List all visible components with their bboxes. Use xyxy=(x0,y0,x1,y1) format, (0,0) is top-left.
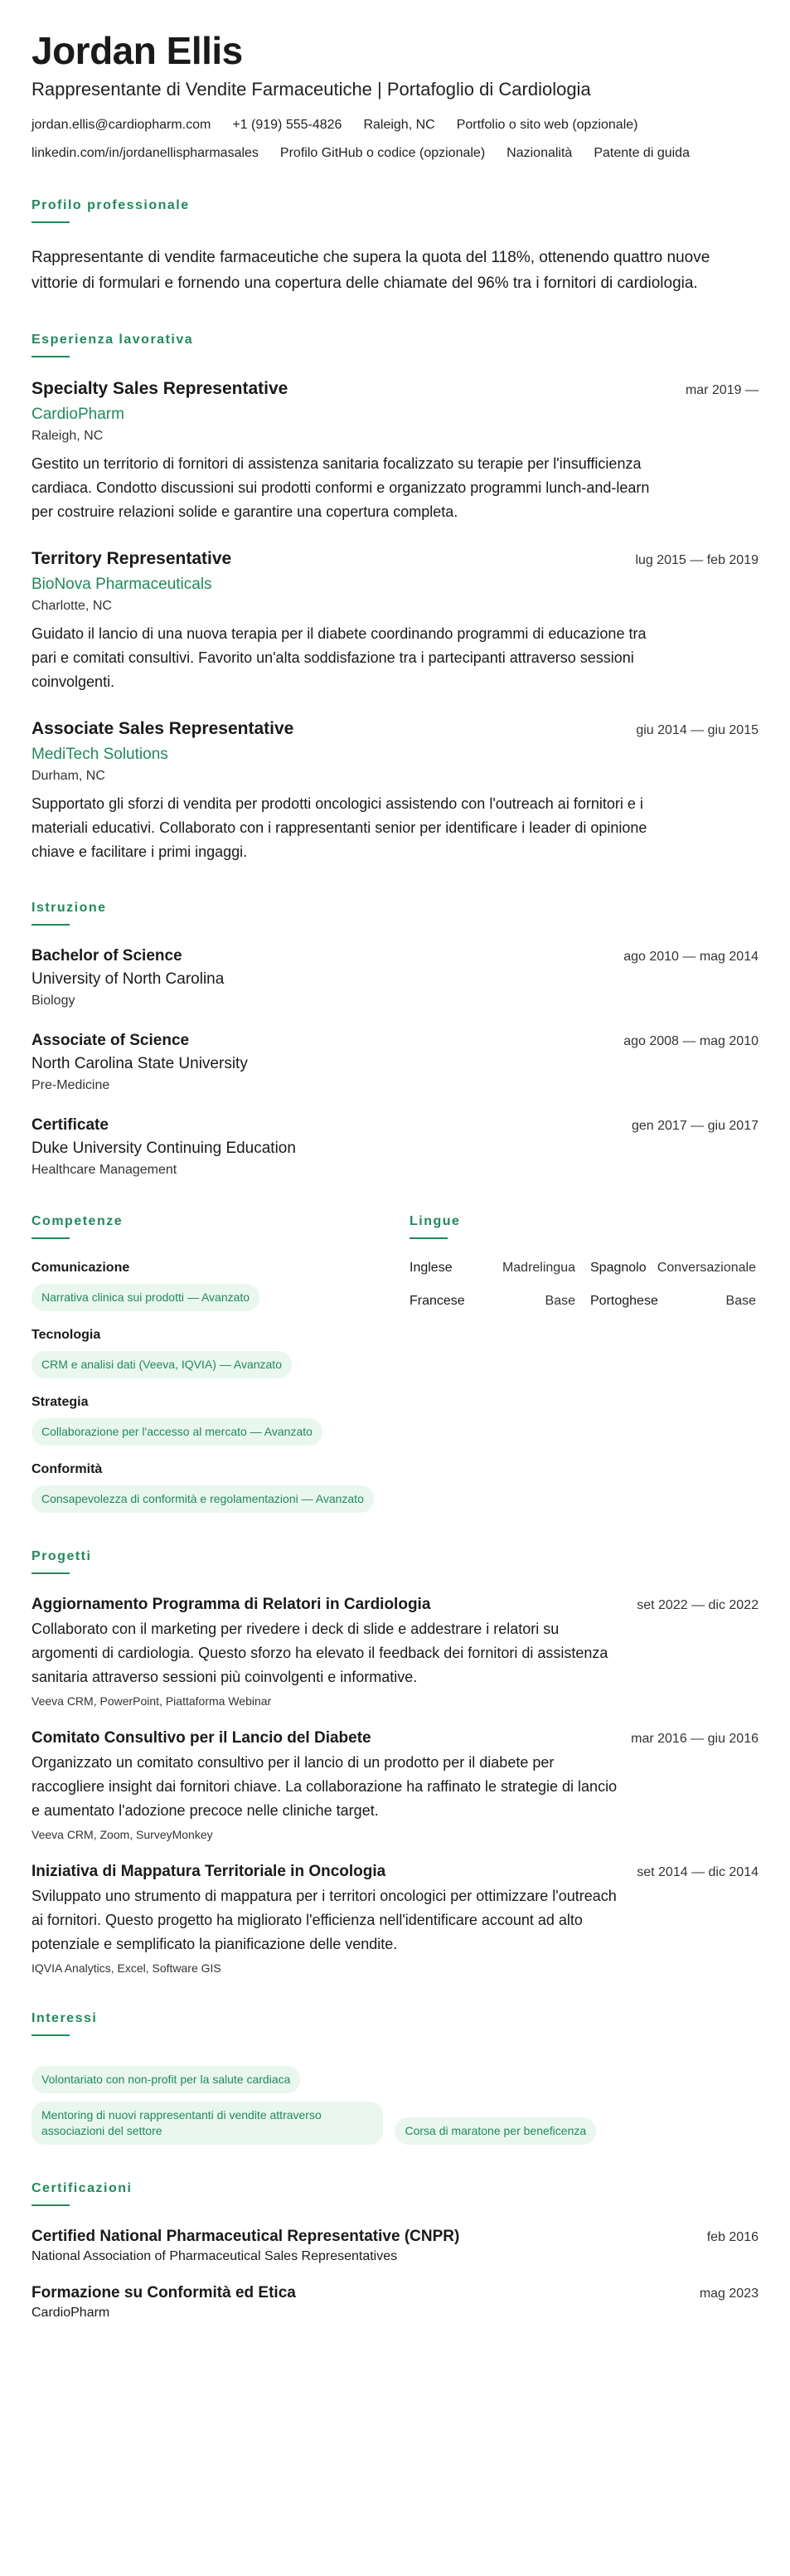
project-date: mar 2016 — giu 2016 xyxy=(631,1731,758,1746)
language-row xyxy=(410,1261,758,1276)
job-date: mar 2019 — xyxy=(685,382,758,397)
projects-section xyxy=(32,1549,758,1975)
contact-phone[interactable]: +1 (919) 555-4826 xyxy=(232,117,342,132)
project-entry xyxy=(32,1596,758,1708)
skill-category: Tecnologia xyxy=(32,1327,101,1342)
language-level: Conversazionale xyxy=(657,1260,756,1275)
job-description: Guidato il lancio di una nuova terapia per il diabete coordinando programmi di educazione tra pari e comitati consultivi. Favorito un'alta soddisfazione tra i partecipanti attraverso sessioni coinvolgenti. xyxy=(32,625,647,690)
education-field: Pre-Medicine xyxy=(32,1077,110,1092)
project-description: Collaborato con il marketing per rivedere i deck di slide e addestrare i relatori su argomenti di cardiologia. Questo sforzo ha elevato il feedback dei fornitori di assistenza sanitaria attraverso sessioni più coinvolgenti e informative. xyxy=(32,1620,608,1685)
job-date: giu 2014 — giu 2015 xyxy=(636,722,758,737)
contact-portfolio[interactable]: Portfolio o sito web (opzionale) xyxy=(456,117,638,132)
skill-pill: Collaborazione per l'accesso al mercato — Avanzato xyxy=(32,1418,322,1446)
skills-section xyxy=(32,1214,380,1513)
section-divider xyxy=(32,1237,70,1239)
certification-entry xyxy=(32,2228,758,2264)
certification-entry xyxy=(32,2284,758,2321)
section-divider xyxy=(32,1572,70,1574)
languages-section xyxy=(410,1214,758,1513)
section-title: Lingue xyxy=(410,1213,461,1228)
project-date: set 2014 — dic 2014 xyxy=(637,1864,758,1879)
job-description: Supportato gli sforzi di vendita per prodotti oncologici assistendo con l'outreach ai fornitori e i materiali educativi. Collaborato con i rappresentanti senior per identificare i leader di opinione chiave e facilitare i primi ingaggi. xyxy=(32,795,647,860)
section-title: Istruzione xyxy=(32,900,107,915)
job-title: Associate Sales Representative xyxy=(32,718,294,738)
section-title: Interessi xyxy=(32,2010,98,2025)
job-title: Territory Representative xyxy=(32,548,232,568)
section-title: Esperienza lavorativa xyxy=(32,332,194,347)
language-item xyxy=(410,1294,575,1309)
education-degree: Bachelor of Science xyxy=(32,946,182,965)
education-degree: Associate of Science xyxy=(32,1031,190,1049)
language-level: Base xyxy=(725,1293,756,1308)
certification-date: mag 2023 xyxy=(699,2286,758,2301)
contact-driving-license: Patente di guida xyxy=(594,145,690,160)
project-title: Comitato Consultivo per il Lancio del Diabete xyxy=(32,1728,371,1747)
language-name: Spagnolo xyxy=(590,1260,647,1275)
project-description: Sviluppato uno strumento di mappatura per i territori oncologici per ottimizzare l'outreach ai fornitori. Questo progetto ha migliorato l'efficienza nell'identificare account ad alto potenziale e semplificato la pianificazione delle vendite. xyxy=(32,1887,617,1952)
section-divider xyxy=(32,221,70,223)
language-level: Madrelingua xyxy=(502,1260,575,1275)
skills-languages-row xyxy=(32,1214,758,1513)
section-divider xyxy=(410,1237,448,1239)
project-entry xyxy=(32,1729,758,1841)
section-divider xyxy=(32,2204,70,2206)
education-date: gen 2017 — giu 2017 xyxy=(631,1118,758,1133)
job-location: Durham, NC xyxy=(32,768,105,783)
project-technologies: Veeva CRM, Zoom, SurveyMonkey xyxy=(32,1827,213,1841)
job-company: MediTech Solutions xyxy=(32,745,168,763)
education-degree: Certificate xyxy=(32,1115,109,1134)
skill-pill: CRM e analisi dati (Veeva, IQVIA) — Avanzato xyxy=(32,1351,292,1378)
education-section xyxy=(32,901,758,1178)
section-divider xyxy=(32,924,70,926)
job-entry xyxy=(32,719,758,864)
section-divider xyxy=(32,2034,70,2036)
skill-pill: Consapevolezza di conformità e regolamentazioni — Avanzato xyxy=(32,1485,374,1513)
language-name: Portoghese xyxy=(590,1293,658,1308)
contact-linkedin[interactable]: linkedin.com/in/jordanellispharmasales xyxy=(32,145,259,160)
language-item xyxy=(590,1261,756,1276)
project-title: Aggiornamento Programma di Relatori in Cardiologia xyxy=(32,1595,431,1613)
contact-location: Raleigh, NC xyxy=(363,117,435,132)
contact-list xyxy=(32,117,758,162)
section-title: Certificazioni xyxy=(32,2180,133,2195)
certifications-section xyxy=(32,2181,758,2321)
experience-section xyxy=(32,333,758,864)
summary-text: Rappresentante di vendite farmaceutiche che supera la quota del 118%, ottenendo quattro nuove vittorie di formulari e fornendo una copertura delle chiamate del 96% tra i fornitori di cardiologia. xyxy=(32,248,710,292)
skill-category: Strategia xyxy=(32,1394,89,1409)
job-entry xyxy=(32,379,758,524)
contact-github[interactable]: Profilo GitHub o codice (opzionale) xyxy=(279,145,486,160)
language-item xyxy=(410,1261,575,1276)
certification-title: Formazione su Conformità ed Etica xyxy=(32,2283,296,2301)
language-name: Inglese xyxy=(410,1260,453,1275)
education-entry xyxy=(32,1116,758,1178)
education-field: Biology xyxy=(32,993,75,1008)
candidate-name: Jordan Ellis xyxy=(32,29,243,72)
section-title: Progetti xyxy=(32,1548,92,1563)
language-name: Francese xyxy=(410,1293,465,1308)
project-entry xyxy=(32,1863,758,1975)
section-title: Competenze xyxy=(32,1213,124,1228)
certification-issuer: National Association of Pharmaceutical Sales Representatives xyxy=(32,2248,398,2263)
skill-category: Comunicazione xyxy=(32,1260,130,1275)
section-divider xyxy=(32,356,70,357)
job-company: BioNova Pharmaceuticals xyxy=(32,575,212,593)
education-school: North Carolina State University xyxy=(32,1054,248,1072)
education-school: University of North Carolina xyxy=(32,970,225,988)
project-technologies: Veeva CRM, PowerPoint, Piattaforma Webinar xyxy=(32,1694,272,1708)
interest-pill: Volontariato con non-profit per la salute cardiaca xyxy=(32,2066,300,2093)
project-date: set 2022 — dic 2022 xyxy=(637,1597,758,1612)
section-title: Profilo professionale xyxy=(32,197,190,212)
job-company: CardioPharm xyxy=(32,405,124,423)
project-description: Organizzato un comitato consultivo per il lancio di un prodotto per il diabete per raccogliere insight dai fornitori chiave. La collaborazione ha raffinato le strategie di lancio e aumentato l'adozione precoce nelle cliniche target. xyxy=(32,1753,618,1819)
contact-email[interactable]: jordan.ellis@cardiopharm.com xyxy=(32,117,211,132)
language-level: Base xyxy=(545,1293,575,1308)
job-entry xyxy=(32,549,758,694)
certification-date: feb 2016 xyxy=(706,2229,758,2244)
education-entry xyxy=(32,1032,758,1093)
education-school: Duke University Continuing Education xyxy=(32,1139,296,1157)
interest-pill: Corsa di maratone per beneficenza xyxy=(395,2117,596,2145)
certification-issuer: CardioPharm xyxy=(32,2305,110,2320)
skill-pill: Narrativa clinica sui prodotti — Avanzato xyxy=(32,1284,259,1311)
certification-title: Certified National Pharmaceutical Representative (CNPR) xyxy=(32,2227,460,2245)
job-location: Charlotte, NC xyxy=(32,598,112,613)
interest-pill: Mentoring di nuovi rappresentanti di vendite attraverso associazioni del settore xyxy=(32,2102,383,2145)
job-description: Gestito un territorio di fornitori di assistenza sanitaria focalizzato su terapie per l'insufficienza cardiaca. Condotto discussioni sui prodotti conformi e organizzato programmi lunch-and-learn per costruire relazioni solide e garantire una copertura completa. xyxy=(32,454,650,520)
skill-category: Conformità xyxy=(32,1461,103,1476)
job-title: Specialty Sales Representative xyxy=(32,378,288,398)
education-entry xyxy=(32,947,758,1009)
interests-section xyxy=(32,2011,758,2145)
education-date: ago 2008 — mag 2010 xyxy=(623,1033,758,1048)
summary-section xyxy=(32,198,758,296)
education-date: ago 2010 — mag 2014 xyxy=(623,949,758,964)
education-field: Healthcare Management xyxy=(32,1162,177,1177)
project-technologies: IQVIA Analytics, Excel, Software GIS xyxy=(32,1961,221,1975)
project-title: Iniziativa di Mappatura Territoriale in Oncologia xyxy=(32,1862,386,1880)
language-row xyxy=(410,1294,758,1309)
job-location: Raleigh, NC xyxy=(32,428,104,443)
headline: Rappresentante di Vendite Farmaceutiche | Portafoglio di Cardiologia xyxy=(32,78,591,100)
contact-nationality: Nazionalità xyxy=(506,145,573,160)
language-item xyxy=(590,1294,756,1309)
job-date: lug 2015 — feb 2019 xyxy=(635,552,758,567)
